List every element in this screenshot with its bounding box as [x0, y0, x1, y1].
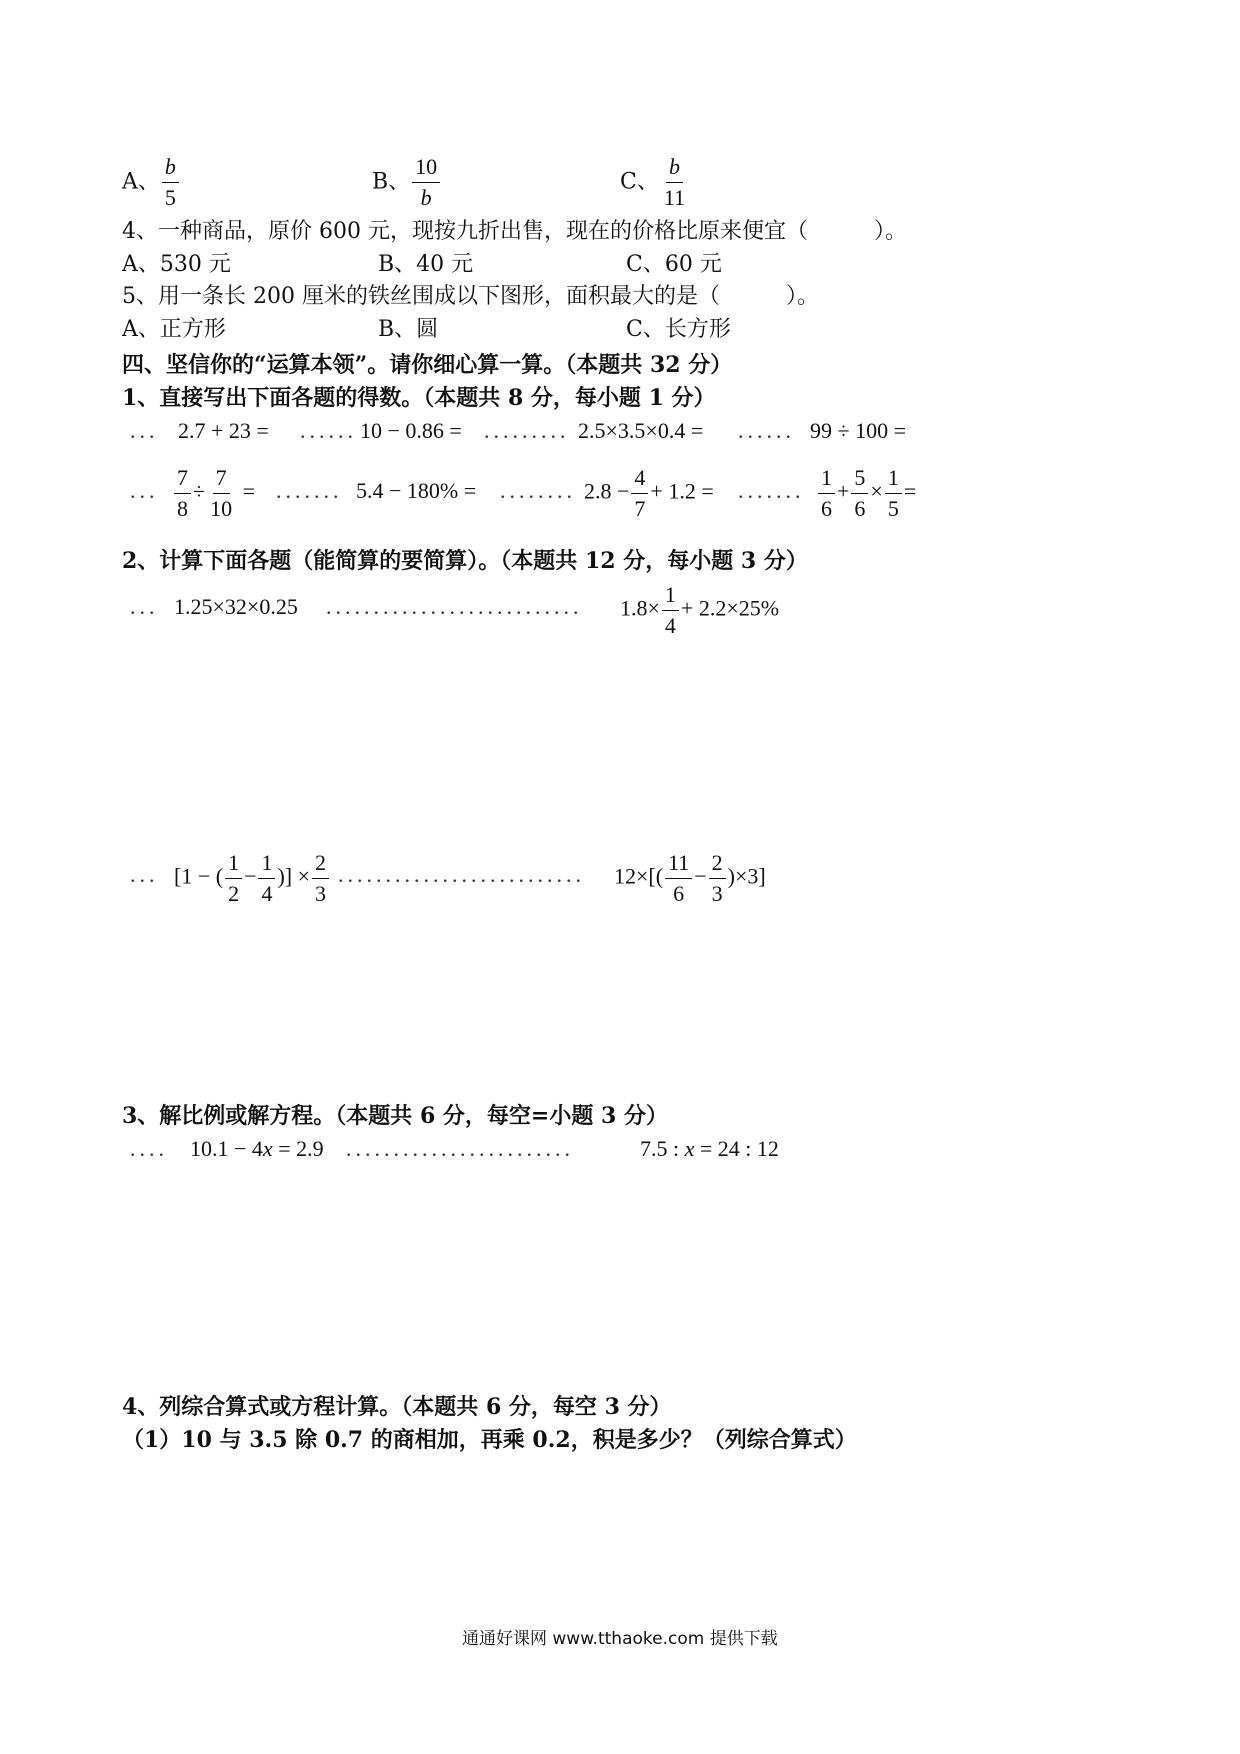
part1-dots-7: .......	[738, 478, 805, 503]
part3-dots-1b: ........................	[346, 1136, 574, 1161]
part1-expr-1: 2.7 + 23 =	[178, 418, 269, 443]
part1-row2-dots: ...	[130, 478, 159, 503]
part2-expr-1: 1.25×32×0.25	[174, 594, 298, 619]
q5-text: 5、用一条长 200 厘米的铁丝围成以下图形，面积最大的是（ ）。	[122, 284, 819, 309]
part2-dots-3b: ..........................	[338, 862, 585, 887]
q5-option-b: B、圆	[378, 317, 439, 342]
part1-expr-8: $\frac{1}{6}$ + $\frac{5}{6}$ × $\frac{1}{5}$ =	[816, 463, 916, 524]
q5-option-a: A、正方形	[122, 317, 226, 342]
page-footer: 通通好课网 www.tthaoke.com 提供下载	[462, 1629, 778, 1649]
part1-dots-3: ......	[738, 418, 795, 443]
q5-option-c: C、长方形	[626, 317, 731, 342]
q3-option-a: A、 $\frac{b}{5}$	[122, 152, 181, 213]
section4-title: 四、坚信你的“运算本领”。请你细心算一算。（本题共 32 分）	[122, 352, 733, 378]
part1-expr-7: 2.8 − $\frac{4}{7}$ + 1.2 =	[584, 465, 714, 521]
part1-dots-1: ......	[300, 418, 357, 443]
part3-expr-2: 7.5 : x = 24 : 12	[640, 1136, 779, 1161]
part1-dots-5: .......	[276, 478, 343, 503]
part2-expr-3: [1 − ( $\frac{1}{2}$ − $\frac{1}{4}$ )] × $\frac{2}{3}$	[174, 848, 331, 909]
part1-expr-5: $\frac{7}{8}$ ÷ $\frac{7}{10}$ =	[172, 463, 255, 524]
q3-option-a-fraction: $\frac{b}{5}$	[162, 152, 179, 213]
part2-expr-4: 12×[( $\frac{11}{6}$ − $\frac{2}{3}$ )×3]	[614, 850, 766, 906]
part2-dots-1b: ...........................	[326, 594, 583, 619]
part1-dots-6: ........	[500, 478, 576, 503]
part3-dots-1a: ....	[130, 1136, 168, 1161]
part1-title: 1、直接写出下面各题的得数。（本题共 8 分，每小题 1 分）	[122, 385, 716, 411]
part1-expr-6: 5.4 − 180% =	[356, 478, 477, 503]
q4-option-b: B、40 元	[378, 252, 474, 277]
part3-title: 3、解比例或解方程。（本题共 6 分，每空=小题 3 分）	[122, 1103, 668, 1129]
q4-text: 4、一种商品，原价 600 元，现按九折出售，现在的价格比原来便宜（ ）。	[122, 219, 907, 244]
q3-option-c-fraction: $\frac{b}{11}$	[663, 154, 686, 210]
q3-option-b-fraction: $\frac{10}{b}$	[412, 152, 440, 213]
part1-dots-2: .........	[484, 418, 570, 443]
part2-expr-2: 1.8× $\frac{1}{4}$ + 2.2×25%	[620, 582, 780, 638]
part1-row1-dots: ...	[130, 418, 159, 443]
q3-option-c: C、 $\frac{b}{11}$	[620, 152, 690, 213]
part4-question-1: （1）10 与 3.5 除 0.7 的商相加，再乘 0.2，积是多少？（列综合算式）	[122, 1427, 857, 1453]
part3-expr-1: 10.1 − 4x = 2.9	[190, 1136, 324, 1161]
q4-option-a: A、530 元	[122, 252, 231, 277]
part1-expr-3: 2.5×3.5×0.4 =	[578, 418, 704, 443]
part1-expr-4: 99 ÷ 100 =	[810, 418, 906, 443]
part4-title: 4、列综合算式或方程计算。（本题共 6 分，每空 3 分）	[122, 1394, 672, 1420]
part2-dots-3a: ...	[130, 862, 159, 887]
q3-option-b: B、 $\frac{10}{b}$	[372, 152, 442, 213]
part1-expr-2: 10 − 0.86 =	[360, 418, 462, 443]
q4-option-c: C、60 元	[626, 252, 722, 277]
part2-dots-1a: ...	[130, 594, 159, 619]
part2-title: 2、计算下面各题（能简算的要简算）。（本题共 12 分，每小题 3 分）	[122, 548, 808, 574]
